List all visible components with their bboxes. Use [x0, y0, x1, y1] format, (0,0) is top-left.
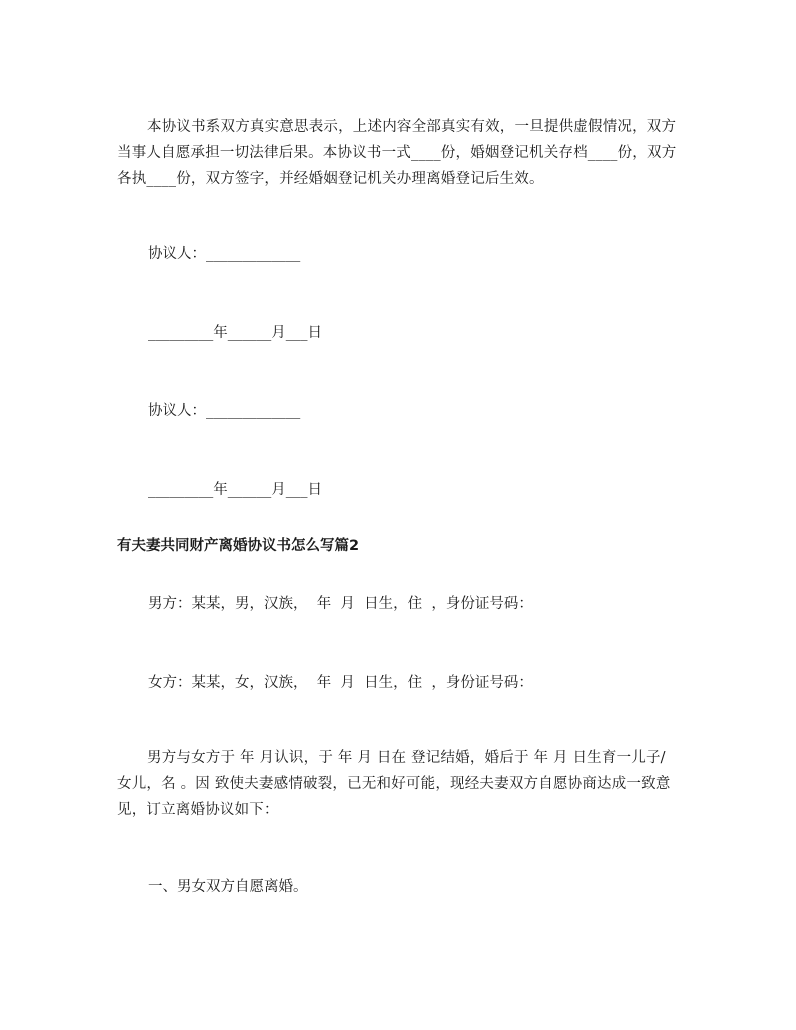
background-paragraph: 男方与女方于 年 月认识，于 年 月 日在 登记结婚，婚后于 年 月 日生育一儿子/女儿，名 。因 致使夫妻感情破裂，已无和好可能，现经夫妻双方自愿协商达成一致意见，订立离婚协议如下： [117, 750, 671, 818]
female-party-line: 女方：某某，女，汉族， 年 月 日生，住 ，身份证号码： [148, 675, 533, 691]
date-line-2: _________年______月___日 [148, 482, 322, 498]
signer-line-1: 协议人：_____________ [148, 246, 301, 262]
signer-line-2: 协议人：_____________ [148, 403, 301, 419]
date-line-1: _________年______月___日 [148, 325, 322, 341]
section-title: 有夫妻共同财产离婚协议书怎么写篇2 [117, 538, 360, 554]
closing-paragraph: 本协议书系双方真实意思表示，上述内容全部真实有效，一旦提供虚假情况，双方当事人自愿承担一切法律后果。本协议书一式____份，婚姻登记机关存档____份，双方各执____份，双方签字，并经婚姻登记机关办理离婚登记后生效。 [117, 119, 677, 187]
male-party-line: 男方：某某，男，汉族， 年 月 日生，住 ，身份证号码： [148, 596, 533, 612]
clause-1: 一、男女双方自愿离婚。 [148, 879, 308, 895]
